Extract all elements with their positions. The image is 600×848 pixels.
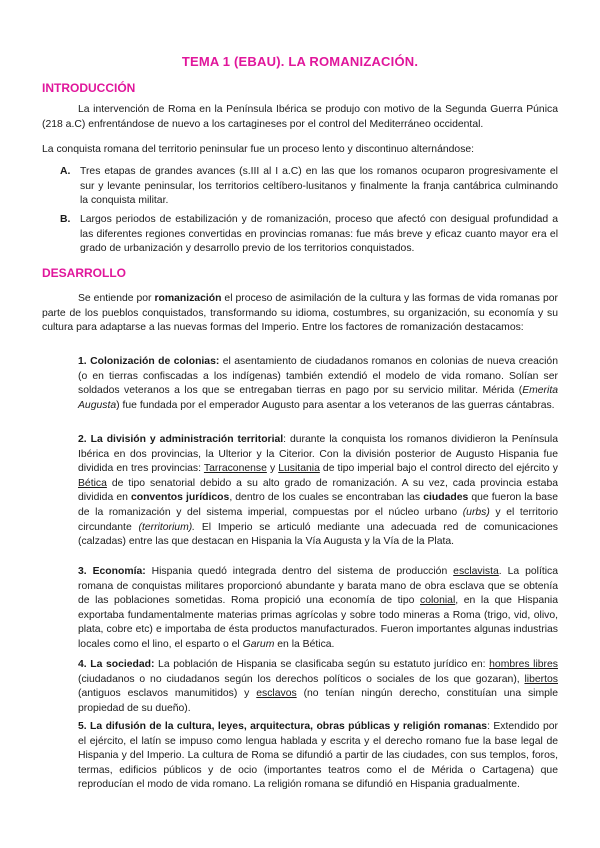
list-item-b bbox=[42, 213, 558, 257]
bold-term: conventos jurídicos bbox=[130, 492, 230, 504]
bold-term: ciudades bbox=[423, 492, 469, 504]
text-run: : durante la conquista los romanos dividieron la Península Ibérica en dos provincias, la Ulterior y la Citerior. Con la división posterior de Augusto Hispania fue dividida en tres provincias: bbox=[78, 434, 558, 475]
factor-3-title: 3. Economía: bbox=[78, 566, 146, 577]
list-letter-a: A. bbox=[60, 166, 71, 177]
list-text-a: Tres etapas de grandes avances (s.III al I a.C) en las que los romanos ocuparon progresivamente el sur y levante peninsular, los territorios celtíbero-lusitanos y finalmente la franja cantábrica culminando la conquista militar. bbox=[80, 166, 558, 207]
text-run: . La política romana de conquistas militares proporcionó abundante y barata mano de obra esclava que se obtenía de las poblaciones sometidas. Roma propició una economía de tipo bbox=[78, 566, 559, 607]
underlined-term: Tarraconense bbox=[203, 463, 267, 475]
factor-2-title: 2. La división y administración territorial bbox=[78, 434, 284, 445]
factor-2 bbox=[78, 433, 558, 550]
underlined-term: esclavista bbox=[453, 566, 499, 577]
italic-term: Garum bbox=[242, 638, 275, 650]
underlined-term: esclavos bbox=[256, 688, 297, 700]
text-run: La población de Hispania se clasificaba según su estatuto jurídico en: bbox=[154, 659, 490, 670]
text-run: de tipo imperial bajo el control directo del ejército y bbox=[319, 463, 558, 475]
text-run: y el territorio circundante bbox=[78, 506, 558, 533]
text-run: que fueron la base de la romanización y del sistema imperial, compuestas por el núcleo urbano bbox=[78, 492, 558, 518]
underlined-term: Lusitania bbox=[278, 463, 320, 475]
italic-term: (urbs) bbox=[462, 506, 490, 518]
text-run: en la Bética. bbox=[274, 638, 335, 650]
intro-heading: INTRODUCCIÓN bbox=[42, 81, 136, 95]
factor-4-title: 4. La sociedad: bbox=[78, 659, 155, 670]
factor-5-title: 5. La difusión de la cultura, leyes, arquitectura, obras públicas y religión romanas bbox=[78, 721, 488, 732]
text-run: y bbox=[266, 463, 279, 475]
text-run: Hispania quedó integrada dentro del sistema de producción bbox=[145, 566, 454, 577]
text-run: (antiguos esclavos manumitidos) y bbox=[78, 688, 257, 700]
text-run: de tipo senatorial debido a su alto grado de romanización. A su vez, cada provincia estaba dividida en bbox=[78, 477, 558, 504]
list-letter-b: B. bbox=[60, 214, 71, 225]
bold-term: romanización bbox=[154, 293, 222, 304]
text-run: , en la que Hispania exportaba fundamentalmente materias primas agrícolas y sobre todo mineras a Roma (trigo, vid, olivo, plata, cobre etc) e importaba de ésta productos manufacturados. Fueron importantes algunas industrias locales como el lino, el esparto o el bbox=[78, 595, 558, 650]
factor-4 bbox=[78, 658, 558, 716]
text-run: Se entiende por bbox=[78, 293, 155, 304]
underlined-term: colonial bbox=[420, 595, 456, 607]
factor-5 bbox=[78, 720, 558, 793]
italic-term: (territorium). bbox=[138, 521, 196, 533]
list-text-b: Largos periodos de estabilización y de romanización, proceso que afectó con desigual profundidad a las diferentes regiones convertidas en provincias romanas: fue más breve y eficaz cuanto mayor era el grado de urbanización y desarrollo previo de los territorios conquistados. bbox=[80, 214, 558, 255]
underlined-term: libertos bbox=[524, 673, 558, 685]
factor-1 bbox=[78, 355, 558, 413]
page-title: TEMA 1 (EBAU). LA ROMANIZACIÓN. bbox=[181, 54, 419, 69]
text-run: el proceso de asimilación de la cultura y las formas de vida romanas por parte de los pueblos conquistados, transformando su idioma, costumbres, su organización, su economía y su cultura para adaptarse a las nuevas formas del Imperio. Entre los factores de romanización destacamos: bbox=[42, 293, 558, 334]
text-run: El Imperio se articuló mediante una adecuada red de comunicaciones (calzadas) entre las que destacan en Hispania la Vía Augusta y la Vía de la Plata. bbox=[78, 521, 558, 548]
text-run: (ciudadanos o no ciudadanos según los derechos políticos o sociales de los que gozaran), bbox=[78, 673, 525, 685]
intro-paragraph-1: La intervención de Roma en la Península Ibérica se produjo con motivo de la Segunda Guerra Púnica (218 a.C) enfrentándose de nuevo a los cartagineses por el control del Mediterráneo occidental. bbox=[42, 104, 558, 130]
text-run: : Extendido por el ejército, el latín se impuso como lengua hablada y escrita y el derecho romano fue la base legal de Hispania y del Imperio. La cultura de Roma se difundió a partir de las ciudades, con sus templos, foros, termas, edificios públicos y de ocio (importantes teatros como el de Mérida o Cartagena) que reproducían el modo de vida romano. La religión romana se difundió en Hispania gradualmente. bbox=[78, 721, 558, 791]
list-item-a bbox=[42, 165, 558, 209]
text-run: ) fue fundada por el emperador Augusto para asentar a los veteranos de las guerras cántabras. bbox=[116, 399, 555, 411]
factor-3 bbox=[78, 565, 558, 653]
text-run: (no tenían ningún derecho, constituían una simple propiedad de su dueño). bbox=[78, 688, 558, 714]
desarrollo-heading: DESARROLLO bbox=[42, 266, 126, 280]
text-run: el asentamiento de ciudadanos romanos en colonias de nueva creación (o en tierras confiscadas a los indígenas) también extendió el modelo de vida romano. Solían ser soldados veteranos a los que se entregaban tierras en pago por su servicio militar. Mérida ( bbox=[78, 356, 558, 397]
factor-1-title: 1. Colonización de colonias: bbox=[78, 356, 220, 367]
intro-paragraph-2: La conquista romana del territorio peninsular fue un proceso lento y discontinuo alternándose: bbox=[42, 144, 475, 155]
text-run: , dentro de los cuales se encontraban las bbox=[229, 492, 424, 504]
italic-term: Emerita Augusta bbox=[78, 385, 558, 411]
desarrollo-paragraph bbox=[42, 292, 558, 336]
underlined-term: Bética bbox=[78, 477, 107, 489]
underlined-term: hombres libres bbox=[489, 659, 558, 670]
